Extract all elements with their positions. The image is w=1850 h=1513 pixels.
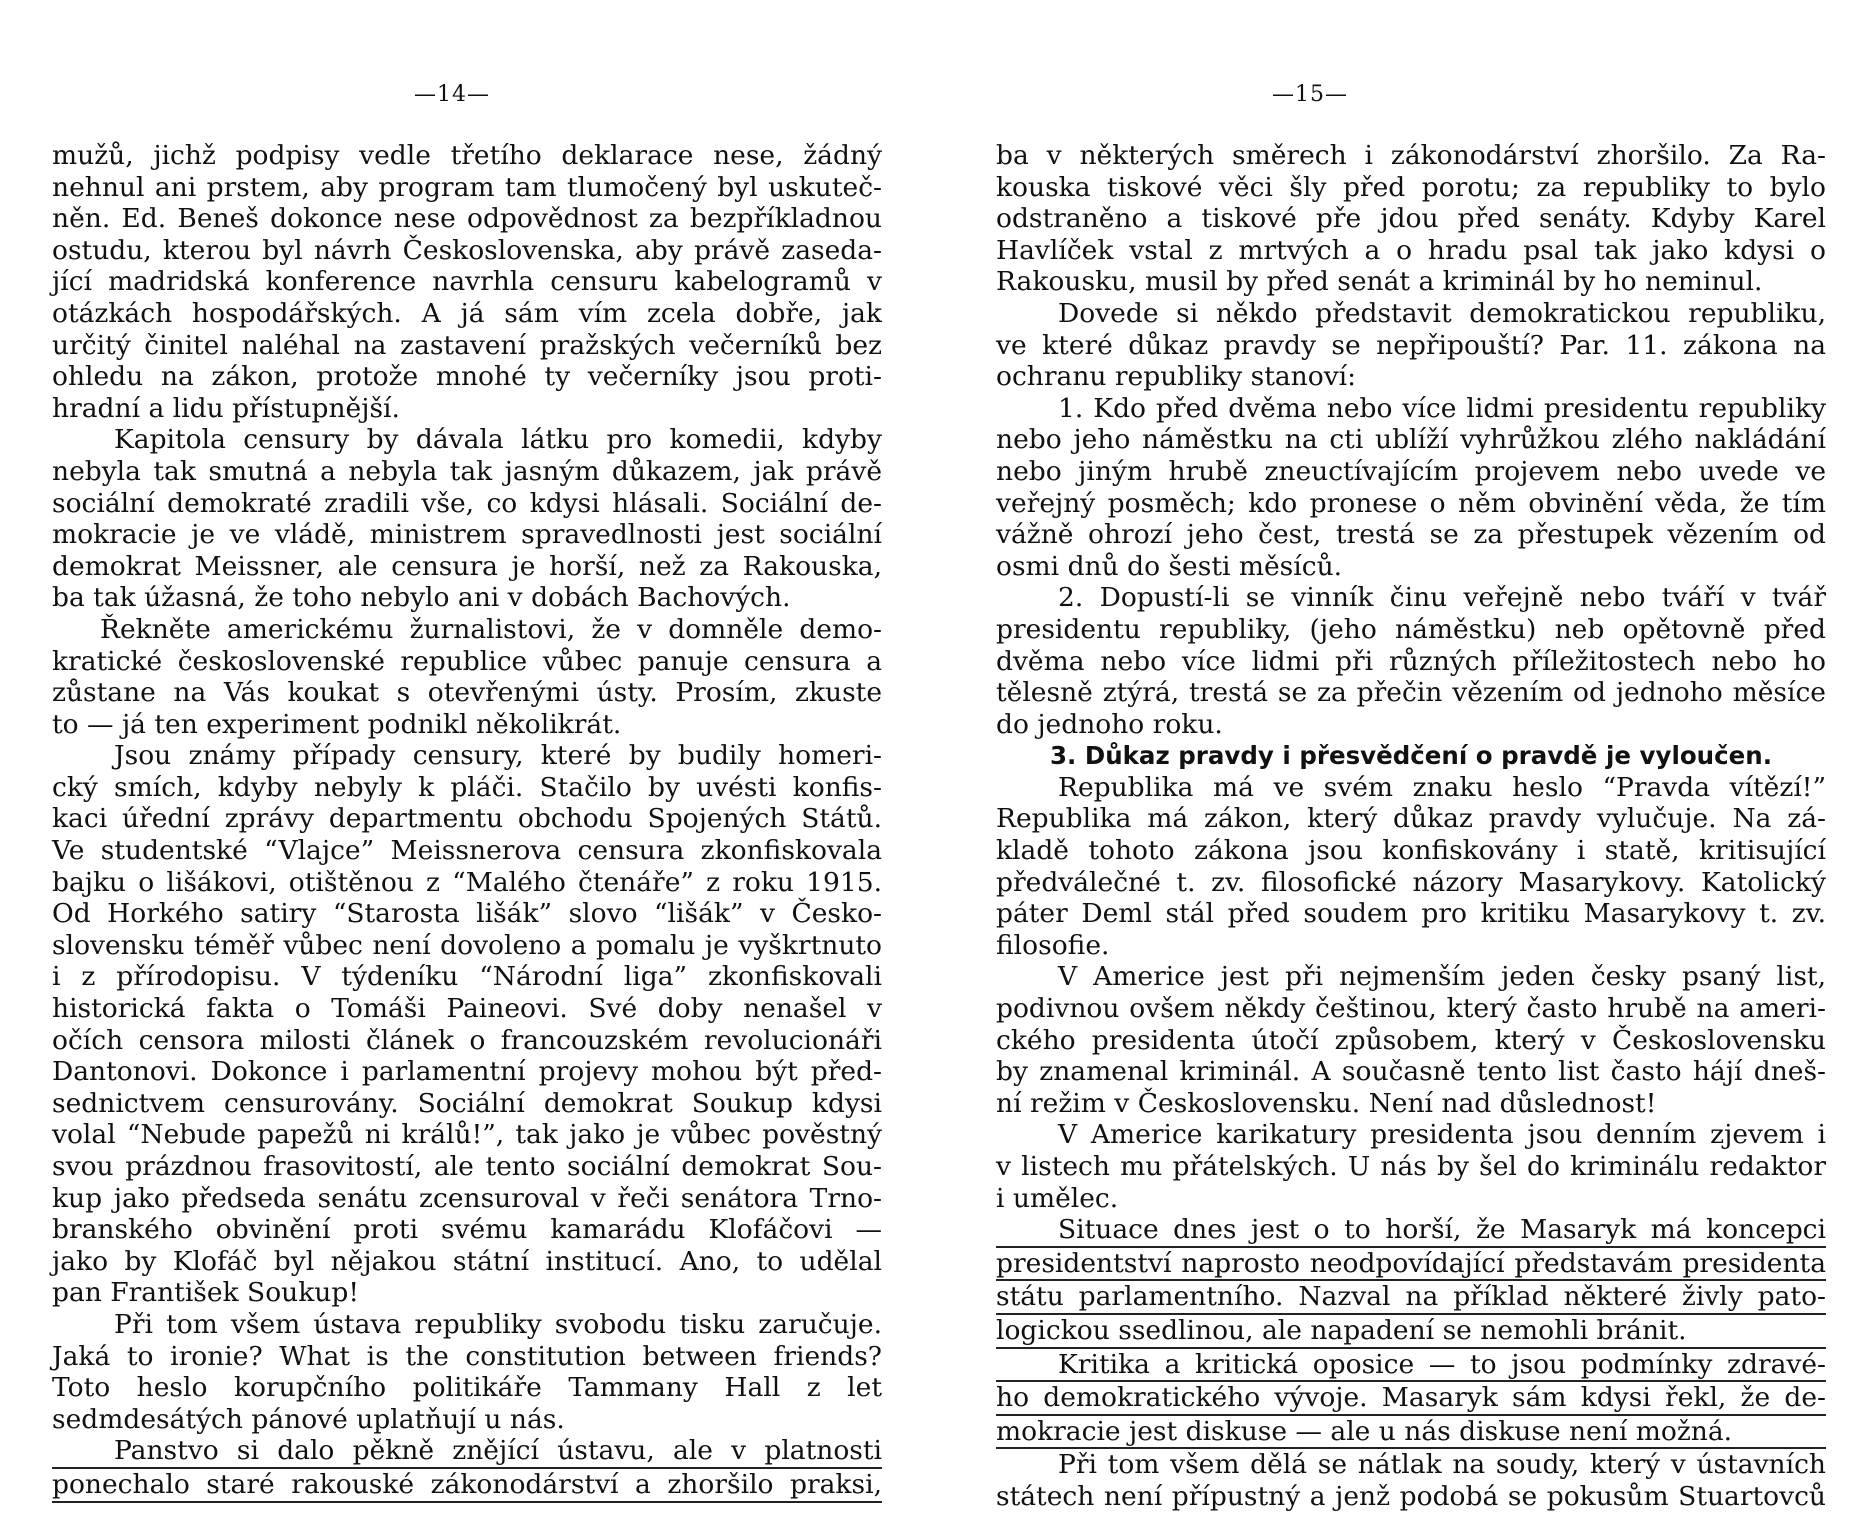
underlined-line: presidentství naprosto neodpovídající představám presidenta <box>996 1248 1826 1282</box>
text-line: V Americe karikatury presidenta jsou denním zjevem i <box>1058 1119 1826 1151</box>
text-line: očích censora milosti článek o francouzském revolucionáři <box>52 1024 882 1056</box>
text-line: zůstane na Vás koukat s otevřenými ústy. Prosím, zkuste <box>52 677 882 709</box>
text-line: 2. Dopustí-li se vinník činu veřejně nebo tváří v tvář <box>1058 582 1826 614</box>
text-line: Řekněte americkému žurnalistovi, že v domněle demo- <box>100 613 882 645</box>
text-line: Rakousku, musil by před senát a kriminál by ho neminul. <box>996 266 1763 298</box>
text-line: Republika má ve svém znaku heslo “Pravda vítězí!” <box>1058 771 1826 803</box>
text-line: vážně ohrozí jeho čest, trestá se za přestupek vězením od <box>996 519 1826 551</box>
page-number: —15— <box>1272 82 1348 107</box>
left-page <box>0 0 925 1500</box>
bold-heading: 3. Důkaz pravdy i přesvědčení o pravdě je vyloučen. <box>1049 741 1773 771</box>
text-line: jící madridská konference navrhla censuru kabelogramů v <box>52 266 882 298</box>
underlined-line: Panstvo si dalo pěkně znějící ústavu, ale v platnosti <box>52 1435 882 1469</box>
underlined-line: logickou ssedlinou, ale napadení se nemohli bránit. <box>996 1315 1826 1349</box>
text-line: určitý činitel naléhal na zastavení pražských večerníků bez <box>52 329 882 361</box>
text-line: Toto heslo korupčního politikáře Tammany Hall z let <box>52 1372 882 1404</box>
text-line: Republika má zákon, který důkaz pravdy vylučuje. Na zá- <box>996 803 1826 835</box>
text-line: ní režim v Československu. Není nad důslednost! <box>996 1087 1657 1119</box>
text-line: nebo jeho náměstku na cti ublíží vyhrůžkou zlého nakládání <box>996 424 1826 456</box>
underlined-line: Kritika a kritická oposice — to jsou podmínky zdravé- <box>996 1349 1826 1383</box>
page-number: —14— <box>414 82 490 107</box>
text-line: Při tom všem ústava republiky svobodu tisku zaručuje. <box>114 1308 882 1340</box>
text-line: Při tom všem dělá se nátlak na soudy, který v ústavních <box>1058 1449 1826 1481</box>
text-line: 1. Kdo před dvěma nebo více lidmi presidentu republiky <box>1058 392 1826 424</box>
text-line: svou prázdnou frasovitostí, ale tento sociální demokrat Sou- <box>52 1151 882 1182</box>
text-line: páter Deml stál před soudem pro kritiku Masarykovy t. zv. <box>996 898 1826 930</box>
text-line: Jaká to ironie? What is the constitution between friends? <box>52 1340 882 1372</box>
text-line: jako by Klofáč byl nějakou státní institucí. Ano, to udělal <box>52 1245 882 1277</box>
text-line: nebyla tak smutná a nebyla tak jasným důkazem, jak právě <box>52 455 882 487</box>
text-line: bajku o lišákovi, otištěnou z “Malého čtenáře” z roku 1915. <box>52 866 882 898</box>
text-line: sedmdesátých pánové uplatňují u nás. <box>52 1403 565 1435</box>
text-line: odstraněno a tiskové pře jdou před senáty. Kdyby Karel <box>996 203 1826 235</box>
text-line: slovensku téměř vůbec není dovoleno a pomalu je vyškrtnuto <box>52 929 882 961</box>
page-text <box>52 140 882 1503</box>
text-line: kouska tiskové věci šly před porotu; za republiky to bylo <box>996 171 1826 203</box>
text-line: V Americe jest při nejmenším jeden česky psaný list, <box>1058 961 1826 993</box>
text-line: Ve studentské “Vlajce” Meissnerova censura zkonfiskovala <box>52 835 882 867</box>
text-line: ohledu na zákon, protože mnohé ty večerníky jsou proti- <box>52 361 882 393</box>
text-line: do jednoho roku. <box>996 708 1223 740</box>
text-line: sednictvem censurovány. Sociální demokrat Soukup kdysi <box>52 1087 882 1119</box>
text-line: filosofie. <box>996 929 1110 961</box>
text-line: sociální demokraté zradili vše, co kdysi hlásali. Sociální de- <box>52 487 882 519</box>
text-line: v listech mu přátelských. U nás by šel do kriminálu redaktor <box>996 1151 1826 1182</box>
right-page <box>925 0 1850 1512</box>
text-line: Havlíček vstal z mrtvých a o hradu psal tak jako kdysi o <box>996 234 1826 266</box>
text-line: něn. Ed. Beneš dokonce nese odpovědnost za bezpříkladnou <box>52 203 882 235</box>
text-line: kladě tohoto zákona jsou konfiskovány i statě, kritisující <box>996 835 1826 867</box>
text-line: Jsou známy případy censury, které by budily homeri- <box>114 740 882 772</box>
text-line: kratické československé republice vůbec panuje censura a <box>52 645 882 677</box>
text-line: nehnul ani prstem, aby program tam tlumočený byl uskuteč- <box>52 171 882 203</box>
text-line: ochranu republiky stanoví: <box>996 361 1357 393</box>
text-line: demokrat Meissner, ale censura je horší, než za Rakouska, <box>52 550 882 582</box>
text-line: i z přírodopisu. V týdeníku “Národní liga” zkonfiskovali <box>52 961 882 993</box>
text-line: presidentu republiky, (jeho náměstku) neb opětovně před <box>996 613 1826 645</box>
underlined-line: státu parlamentního. Nazval na příklad některé živly pato- <box>996 1281 1826 1315</box>
text-line: Dantonovi. Dokonce i parlamentní projevy mohou být před- <box>52 1056 882 1088</box>
text-line: cký smích, kdyby nebyly k pláči. Stačilo by uvésti konfis- <box>52 771 882 803</box>
text-line: nebo jiným hrubě zneuctívajícím projevem nebo uvede ve <box>996 455 1826 487</box>
text-line: Dovede si někdo představit demokratickou republiku, <box>1058 297 1826 329</box>
text-line: podivnou ovšem někdy češtinou, který často hrubě na ameri- <box>996 993 1826 1025</box>
text-line: kup jako předseda senátu zcensuroval v řeči senátora Trno- <box>52 1182 882 1214</box>
text-line: volal “Nebude papežů ni králů!”, tak jako je vůbec pověstný <box>52 1119 882 1151</box>
text-line: Kapitola censury by dávala látku pro komedii, kdyby <box>114 424 882 456</box>
text-line: ckého presidenta útočí způsobem, který v Československu <box>996 1024 1826 1056</box>
text-line: i umělec. <box>996 1182 1119 1214</box>
text-line: mužů, jichž podpisy vedle třetího deklarace nese, žádný <box>52 140 882 171</box>
text-line: hradní a lidu přístupnější. <box>52 392 400 424</box>
text-line: pan František Soukup! <box>52 1277 359 1309</box>
text-line: ostudu, kterou byl návrh Československa, aby právě zaseda- <box>52 234 882 266</box>
text-line: to — já ten experiment podnikl několikrát. <box>52 708 622 740</box>
text-line: předválečné t. zv. filosofické názory Masarykovy. Katolický <box>996 866 1826 898</box>
text-line: by znamenal kriminál. A současně tento list často hájí dneš- <box>996 1056 1826 1088</box>
text-line: kaci úřední zprávy departmentu obchodu Spojených Států. <box>52 803 882 835</box>
text-line: otázkách hospodářských. A já sám vím zcela dobře, jak <box>52 297 882 329</box>
underlined-line: ho demokratického vývoje. Masaryk sám kdysi řekl, že de- <box>996 1382 1826 1416</box>
text-line: ve které důkaz pravdy se nepřipouští? Par. 11. zákona na <box>996 329 1826 361</box>
text-line: ba tak úžasná, že toho nebylo ani v dobách Bachových. <box>52 582 791 614</box>
underlined-line: mokracie jest diskuse — ale u nás diskuse není možná. <box>996 1416 1826 1450</box>
text-line: Od Horkého satiry “Starosta lišák” slovo “lišák” v Česko- <box>52 898 882 930</box>
text-line: dvěma nebo více lidmi při různých příležitostech nebo ho <box>996 645 1826 677</box>
underlined-line: Situace dnes jest o to horší, že Masaryk má koncepci <box>996 1214 1826 1248</box>
text-line: branského obvinění proti svému kamarádu Klofáčovi — <box>52 1214 882 1246</box>
text-line: osmi dnů do šesti měsíců. <box>996 550 1343 582</box>
text-line: státech není přípustný a jenž podobá se pokusům Stuartovců <box>996 1480 1826 1512</box>
text-line: tělesně ztýrá, trestá se za přečin vězením od jednoho měsíce <box>996 677 1826 709</box>
page-text <box>996 140 1826 1513</box>
text-line: veřejný posměch; kdo pronese o něm obvinění věda, že tím <box>996 487 1826 519</box>
text-line: ba v některých směrech i zákonodárství zhoršilo. Za Ra- <box>996 140 1826 171</box>
text-line: mokracie je ve vládě, ministrem spravedlnosti jest sociální <box>52 519 882 551</box>
underlined-line: ponechalo staré rakouské zákonodárství a zhoršilo praksi, <box>52 1469 882 1503</box>
text-line: historická fakta o Tomáši Paineovi. Své doby nenašel v <box>52 993 882 1025</box>
